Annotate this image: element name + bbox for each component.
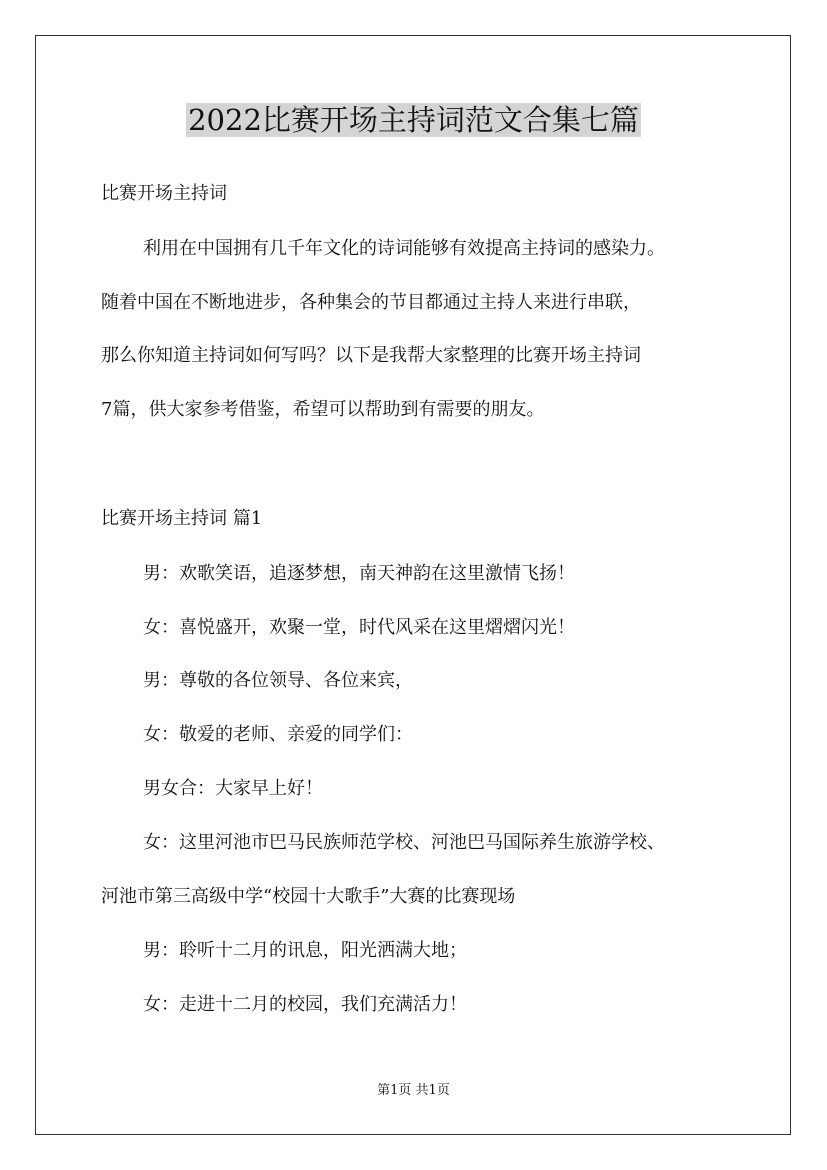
document-title [0, 100, 827, 140]
intro-line: 随着中国在不断地进步，各种集会的节目都通过主持人来进行串联， [101, 292, 641, 313]
intro-line: 7篇，供大家参考借鉴，希望可以帮助到有需要的朋友。 [101, 399, 545, 420]
intro-line: 那么你知道主持词如何写吗？以下是我帮大家整理的比赛开场主持词 [101, 345, 641, 366]
dialogue-line: 男：聆听十二月的讯息，阳光洒满大地； [143, 940, 467, 961]
page-footer: 第1页 共1页 [377, 1083, 450, 1098]
section-heading: 比赛开场主持词 篇1 [101, 508, 263, 529]
intro-line: 利用在中国拥有几千年文化的诗词能够有效提高主持词的感染力。 [143, 238, 665, 259]
dialogue-line: 女：走进十二月的校园，我们充满活力！ [143, 994, 467, 1015]
document-title-text: 2022比赛开场主持词范文合集七篇 [188, 103, 639, 137]
intro-heading: 比赛开场主持词 [101, 183, 227, 204]
dialogue-line: 男：尊敬的各位领导、各位来宾， [143, 670, 413, 691]
dialogue-line: 女：敬爱的老师、亲爱的同学们： [143, 724, 413, 745]
dialogue-line: 河池市第三高级中学“校园十大歌手”大赛的比赛现场 [101, 886, 516, 907]
dialogue-line: 女：喜悦盛开，欢聚一堂，时代风采在这里熠熠闪光！ [143, 617, 575, 638]
dialogue-line: 男女合：大家早上好！ [143, 778, 323, 799]
dialogue-line: 男：欢歌笑语，追逐梦想，南天神韵在这里激情飞扬！ [143, 563, 575, 584]
dialogue-line: 女：这里河池市巴马民族师范学校、河池巴马国际养生旅游学校、 [143, 832, 665, 853]
